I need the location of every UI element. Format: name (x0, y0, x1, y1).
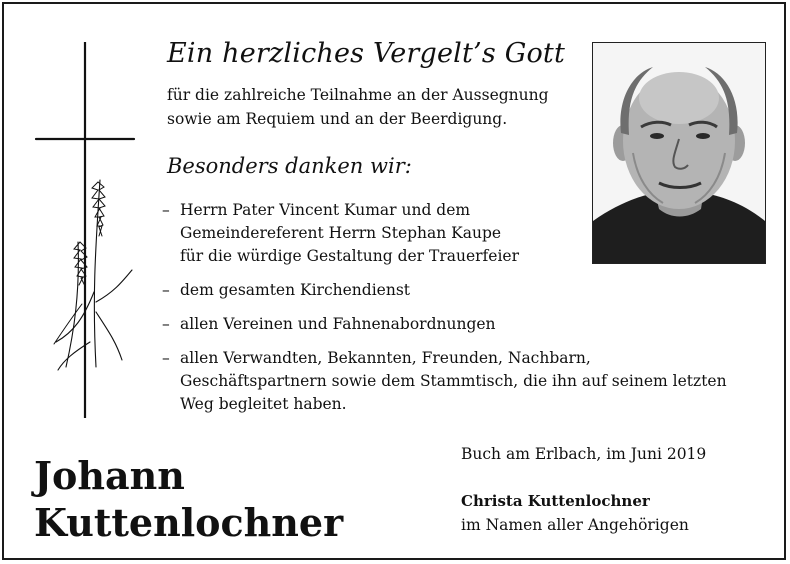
signatory-name: Christa Kuttenlochner (461, 492, 650, 510)
thanks-line: Gemeindereferent Herrn Stephan Kaupe (180, 224, 502, 242)
dash-mark: – (162, 201, 170, 219)
place-date: Buch am Erlbach, im Juni 2019 (461, 445, 707, 463)
thanks-line: allen Vereinen und Fahnenabordnungen (180, 315, 496, 333)
thanks-item (162, 279, 772, 302)
intro-line: für die zahlreiche Teilnahme an der Aussegnung (167, 86, 549, 104)
thanks-line: für die würdige Gestaltung der Trauerfeier (180, 247, 520, 265)
dash-mark: – (162, 349, 170, 367)
intro-line: sowie am Requiem und an der Beerdigung. (167, 110, 508, 128)
thanks-line: dem gesamten Kirchendienst (180, 281, 411, 299)
dash-mark: – (162, 281, 170, 299)
dash-mark: – (162, 315, 170, 333)
deceased-name (34, 452, 343, 546)
thanks-line: Weg begleitet haben. (180, 395, 347, 413)
thanks-line: allen Verwandten, Bekannten, Freunden, Nachbarn, (180, 349, 591, 367)
thanks-subheading: Besonders danken wir: (167, 154, 412, 178)
portrait-photo (592, 42, 766, 264)
thanks-line: Geschäftspartnern sowie dem Stammtisch, die ihn auf seinem letzten (180, 372, 727, 390)
signatory-role: im Namen aller Angehörigen (461, 516, 689, 534)
intro-text (167, 83, 549, 131)
thanks-item (162, 313, 772, 336)
thanks-line: Herrn Pater Vincent Kumar und dem (180, 201, 471, 219)
deceased-last-name: Kuttenlochner (34, 500, 344, 545)
notice-title: Ein herzliches Vergelt’s Gott (167, 38, 566, 69)
deceased-first-name: Johann (34, 453, 185, 498)
cross-with-wheat-icon (34, 42, 144, 418)
thanks-item (162, 347, 772, 416)
obituary-notice (2, 2, 786, 560)
portrait-illustration (593, 43, 765, 263)
